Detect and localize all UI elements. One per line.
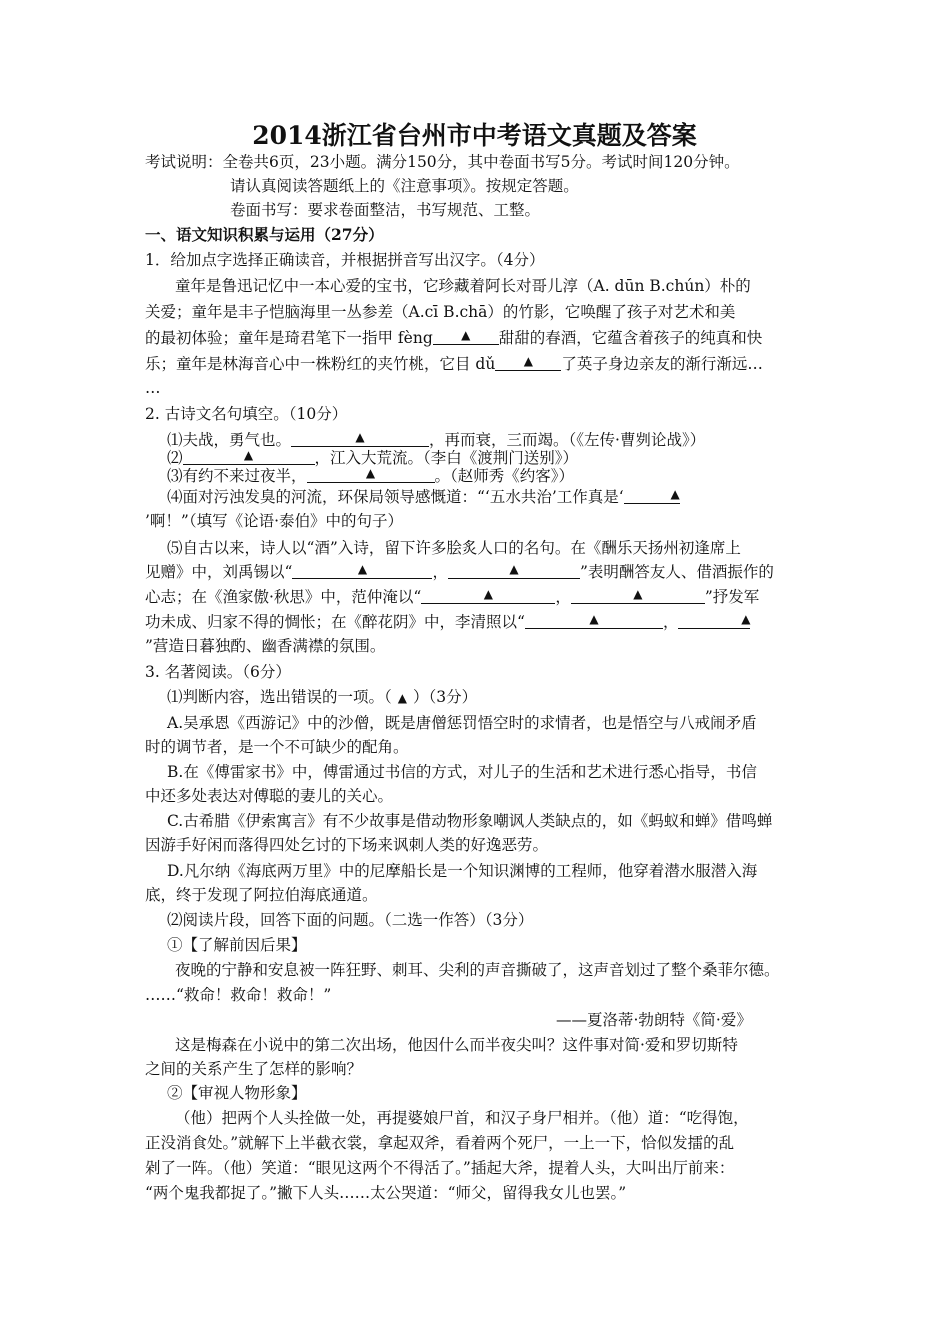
answer-blank[interactable] [678,613,750,629]
q2-text: ⑶有约不来过夜半， [167,467,307,485]
choice-1-excerpt: 夜晚的宁静和安息被一阵狂野、刺耳、尖利的声音撕破了，这声音划过了整个桑菲尔德。 [175,961,780,979]
q3-part-2: ⑵阅读片段，回答下面的问题。（二选一作答）（3分） [167,911,534,929]
q1-text: 的最初体验；童年是琦君笔下一指甲 fèng [145,329,433,347]
option-a: A.吴承恩《西游记》中的沙僧，既是唐僧惩罚悟空时的求情者，也是悟空与八戒闹矛盾 [167,714,757,732]
section-heading: 一、语文知识积累与运用（27分） [145,225,384,244]
exam-instructions-line3: 卷面书写：要求卷面整洁，书写规范、工整。 [230,201,541,219]
q2-text: ， [555,588,571,606]
choice-2-excerpt: （他）把两个人头拴做一处，再提婆娘尸首，和汉子身尸相并。（他）道：“吃得饱， [175,1109,749,1127]
q2-text: ，江入大荒流。（李白《渡荆门送别》） [314,449,579,467]
q2-text: 。（赵师秀《约客》） [434,467,575,485]
option-c: C.古希腊《伊索寓言》有不少故事是借动物形象嘲讽人类缺点的，如《蚂蚁和蝉》借鸣蝉 [167,812,773,830]
answer-blank[interactable] [307,467,435,483]
q1-paragraph-line [145,354,763,374]
q2-text: ⑷面对污浊发臭的河流，环保局领导感慨道：“‘五水共治’工作真是‘ [167,488,624,506]
q2-item-4 [167,487,680,507]
triangle-marker-icon: ▲ [509,562,519,576]
answer-blank[interactable] [495,355,561,371]
triangle-marker-icon: ▲ [397,691,407,705]
choice-1-question: 之间的关系产生了怎样的影响？ [145,1060,363,1078]
q2-text: 见赠》中，刘禹锡以“ [145,563,293,581]
q2-item-5-line: ”营造日暮独酌、幽香满襟的氛围。 [145,637,386,655]
q2-text: 心志；在《渔家傲·秋思》中，范仲淹以“ [145,588,422,606]
answer-blank[interactable] [421,588,555,604]
answer-blank[interactable] [183,449,315,465]
q2-item-5: ⑸自古以来，诗人以“酒”入诗，留下许多脍炙人口的名句。在《酬乐天扬州初逢席上 [167,539,741,557]
option-c-cont: 因游手好闲而落得四处乞讨的下场来讽刺人类的好逸恶劳。 [145,836,549,854]
answer-blank[interactable] [525,613,663,629]
triangle-marker-icon: ▲ [243,448,254,462]
q2-item-4-cont: ’啊！”（填写《论语·泰伯》中的句子） [145,512,404,530]
answer-blank[interactable] [571,588,705,604]
triangle-marker-icon: ▲ [741,612,751,626]
q2-item-5-line [145,562,774,582]
q1-text: 乐；童年是林海音心中一株粉红的夹竹桃，它目 dǔ [145,355,496,373]
answer-blank[interactable] [292,563,432,579]
q2-stem: 2. 古诗文名句填空。（10分） [145,405,348,423]
triangle-marker-icon: ▲ [365,466,376,480]
q1-paragraph-line [145,328,762,348]
q1-paragraph-line: … [145,379,161,397]
q2-text: 功未成、归家不得的惆怅；在《醉花阴》中，李清照以“ [145,613,525,631]
triangle-marker-icon: ▲ [355,430,365,444]
option-b-cont: 中还多处表达对傅聪的妻儿的关心。 [145,787,394,805]
triangle-marker-icon: ▲ [483,587,493,601]
option-a-cont: 时的调节者，是一个不可缺少的配角。 [145,738,409,756]
q2-text: ⑴夫战，勇气也。 [167,431,292,449]
q2-text: ， [662,613,679,631]
q2-item-5-line [145,587,759,607]
triangle-marker-icon: ▲ [523,354,533,368]
choice-1-heading: ①【了解前因后果】 [167,936,307,954]
option-d: D.凡尔纳《海底两万里》中的尼摩船长是一个知识渊博的工程师，他穿着潜水服潜入海 [167,862,758,880]
choice-2-heading: ②【审视人物形象】 [167,1084,307,1102]
triangle-marker-icon: ▲ [461,328,471,342]
q1-paragraph-line: 童年是鲁迅记忆中一本心爱的宝书，它珍藏着阿长对哥儿淳（A. dūn B.chún）朴的 [175,277,751,295]
triangle-marker-icon: ▲ [589,612,599,626]
choice-1-source: ——夏洛蒂·勃朗特《简·爱》 [556,1011,752,1029]
q1-stem: 1．给加点字选择正确读音，并根据拼音写出汉字。（4分） [145,251,545,269]
q1-text: 了英子身边亲友的渐行渐远… [561,355,763,373]
q3-text: ⑴判断内容，选出错误的一项。（ [167,688,392,706]
q2-text: ”抒发军 [704,588,760,606]
choice-2-excerpt: “两个鬼我都捉了。”撇下人头……太公哭道：“师父，留得我女儿也罢。” [145,1184,627,1202]
answer-blank[interactable] [448,563,580,579]
q2-text: ⑵ [167,449,183,467]
q2-text: ， [432,563,448,581]
choice-2-excerpt: 剁了一阵。（他）笑道：“眼见这两个不得活了。”插起大斧，提着人头，大叫出厅前来： [145,1159,735,1177]
choice-2-excerpt: 正没消食处。”就解下上半截衣裳，拿起双斧，看着两个死尸，一上一下，恰似发擂的乱 [145,1134,735,1152]
answer-blank[interactable] [433,329,499,345]
q1-paragraph-line: 关爱；童年是丰子恺脑海里一丛参差（A.cī B.chā）的竹影，它唤醒了孩子对艺术和美 [145,303,736,321]
option-b: B.在《傅雷家书》中，傅雷通过书信的方式，对儿子的生活和艺术进行悉心指导，书信 [167,763,757,781]
q2-text: ，再而衰，三而竭。（《左传·曹刿论战》） [429,431,706,449]
q3-text: ）（3分） [413,688,478,706]
choice-1-question: 这是梅森在小说中的第二次出场，他因什么而半夜尖叫？这件事对简·爱和罗切斯特 [175,1036,738,1054]
answer-blank[interactable] [291,431,429,447]
answer-blank[interactable] [624,488,680,504]
q2-item-3 [167,466,574,486]
q3-stem: 3. 名著阅读。（6分） [145,663,291,681]
q2-item-5-line [145,612,750,632]
triangle-marker-icon: ▲ [670,487,680,501]
triangle-marker-icon: ▲ [633,587,643,601]
q1-text: 甜甜的春酒，它蕴含着孩子的纯真和快 [498,329,763,347]
page-title: 2014浙江省台州市中考语文真题及答案 [252,121,697,150]
exam-instructions-line1: 考试说明：全卷共6页，23小题。满分150分，其中卷面书写5分。考试时间120分钟。 [145,153,740,171]
q3-part-1 [167,687,477,708]
q2-text: ”表明酬答友人、借酒振作的 [579,563,774,581]
triangle-marker-icon: ▲ [357,562,368,576]
choice-1-excerpt: ……“救命！救命！救命！” [145,986,332,1004]
exam-instructions-line2: 请认真阅读答题纸上的《注意事项》。按规定答题。 [230,177,579,195]
option-d-cont: 底，终于发现了阿拉伯海底通道。 [145,886,378,904]
